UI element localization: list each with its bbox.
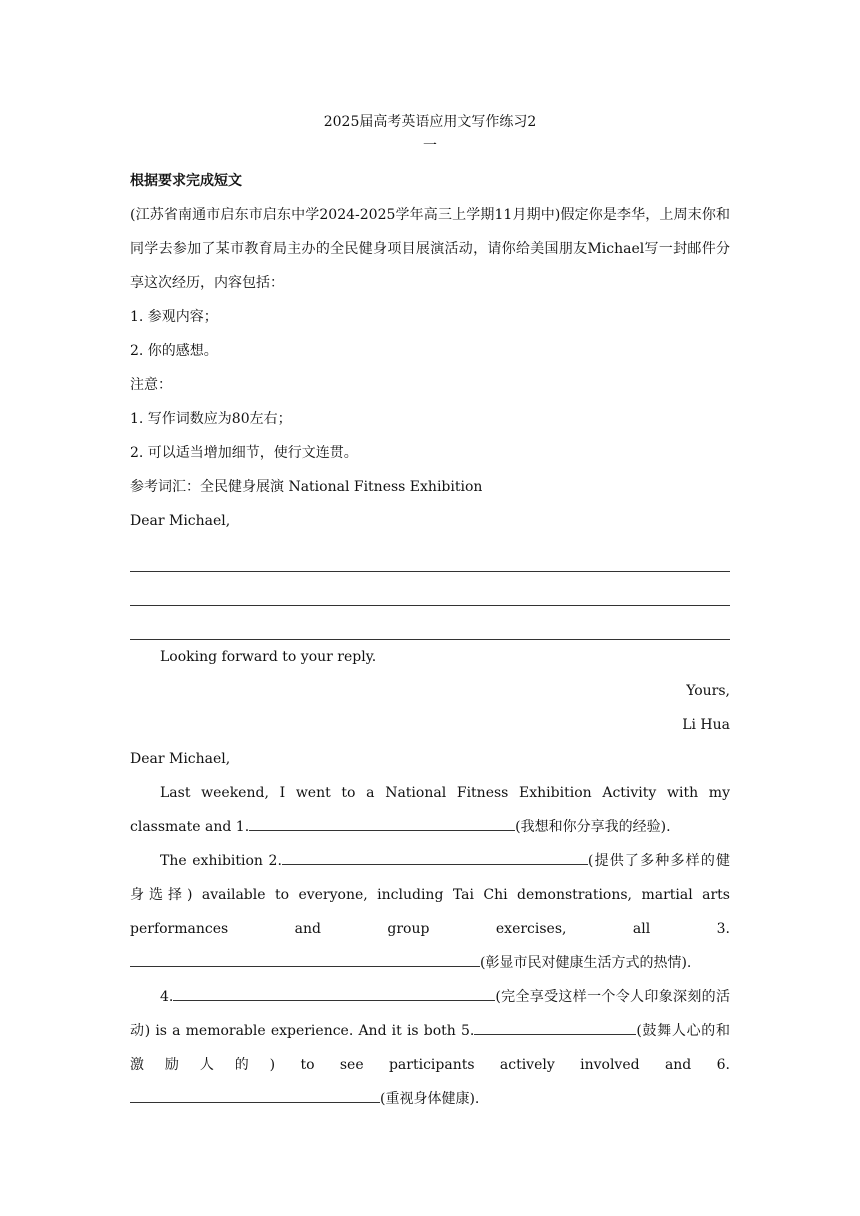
content-point-1: 1. 参观内容； — [130, 309, 218, 325]
writing-line-2[interactable] — [130, 572, 730, 606]
blank-5[interactable] — [474, 1020, 636, 1035]
answer-paragraph-2 — [130, 844, 730, 980]
section-number: 一 — [423, 138, 437, 154]
answer-text: (我想和你分享我的经验). — [515, 819, 671, 835]
blank-6[interactable] — [130, 1088, 380, 1103]
note-1: 1. 写作词数应为80左右； — [130, 411, 292, 427]
note-2: 2. 可以适当增加细节，使行文连贯。 — [130, 445, 358, 461]
answer-paragraph-3 — [130, 980, 730, 1116]
answer-paragraph-1 — [130, 776, 730, 844]
writing-line-3[interactable] — [130, 606, 730, 640]
answer-text: The exhibition 2. — [160, 853, 282, 869]
blank-3[interactable] — [130, 952, 480, 967]
task-prompt: (江苏省南通市启东市启东中学2024-2025学年高三上学期11月期中)假定你是李华，上周末你和同学去参加了某市教育局主办的全民健身项目展演活动，请你给美国朋友Michael写一封邮件分享这次经历，内容包括： — [130, 207, 730, 291]
letter-signoff: Yours, — [686, 683, 730, 699]
writing-line-1[interactable] — [130, 538, 730, 572]
blank-1[interactable] — [249, 816, 515, 831]
letter-signature: Li Hua — [682, 717, 730, 733]
answer-greeting: Dear Michael, — [130, 751, 231, 767]
content-point-2: 2. 你的感想。 — [130, 343, 218, 359]
section-heading: 根据要求完成短文 — [130, 173, 242, 189]
answer-text: (完全享受这样一个令人印象深刻的活动) is a memorable experience. And it is both 5. — [130, 989, 730, 1039]
answer-text: 4. — [160, 989, 174, 1005]
letter-closing: Looking forward to your reply. — [160, 649, 377, 665]
answer-text: (重视身体健康). — [380, 1091, 480, 1107]
letter-greeting: Dear Michael, — [130, 513, 231, 529]
answer-text: Last weekend, I went to a National Fitness Exhibition Activity with my classmate and 1. — [130, 785, 730, 835]
note-label: 注意： — [130, 377, 172, 393]
answer-text: (彰显市民对健康生活方式的热情). — [480, 955, 692, 971]
page-title: 2025届高考英语应用文写作练习2 — [323, 114, 537, 130]
answer-text: (提供了多种多样的健身选择) available to everyone, including Tai Chi demonstrations, martial arts performances and group exercises, all 3. — [130, 853, 730, 937]
blank-4[interactable] — [173, 986, 495, 1001]
blank-2[interactable] — [282, 850, 588, 865]
document-page — [130, 108, 730, 1116]
answer-text: (鼓舞人心的和激励人的) to see participants actively involved and 6. — [130, 1023, 730, 1073]
reference-vocabulary: 参考词汇：全民健身展演 National Fitness Exhibition — [130, 479, 483, 495]
